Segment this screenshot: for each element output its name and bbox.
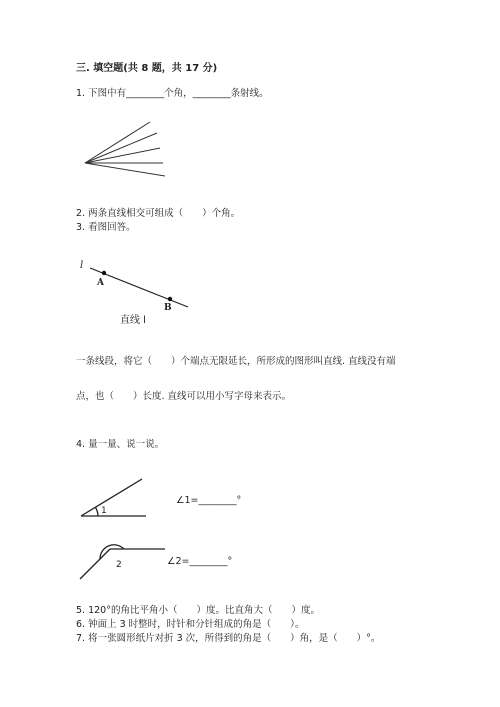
question-6: 6. 钟面上 3 时整时，时针和分针组成的角是（ ）。 — [76, 619, 305, 630]
question-3-sentence-2: 点，也（ ）长度. 直线可以用小写字母来表示。 — [76, 391, 292, 402]
question-3-sentence-1: 一条线段，将它（ ）个端点无限延长，所形成的图形叫直线. 直线没有端 — [76, 356, 396, 367]
angle-1-answer: ∠1=________° — [176, 495, 242, 506]
line-symbol: l — [80, 260, 84, 271]
line-caption: 直线 l — [120, 315, 146, 326]
question-3: 3. 看图回答。 — [76, 222, 136, 233]
question-4: 4. 量一量、说一说。 — [76, 439, 165, 450]
question-1: 1. 下图中有________个角，________条射线。 — [76, 88, 269, 99]
question-5: 5. 120°的角比平角小（ ）度。比直角大（ ）度。 — [76, 605, 320, 616]
angle-1-label: 1 — [101, 506, 107, 516]
question-2: 2. 两条直线相交可组成（ ）个角。 — [76, 208, 241, 219]
question-7: 7. 将一张圆形纸片对折 3 次，所得到的角是（ ）角，是（ ）°。 — [76, 633, 381, 644]
angle-2-answer: ∠2=________° — [167, 556, 233, 567]
point-b-label: B — [164, 303, 172, 313]
point-a-label: A — [97, 278, 104, 288]
angle-2-label: 2 — [116, 560, 122, 570]
section-title: 三. 填空题(共 8 题，共 17 分) — [76, 63, 218, 74]
